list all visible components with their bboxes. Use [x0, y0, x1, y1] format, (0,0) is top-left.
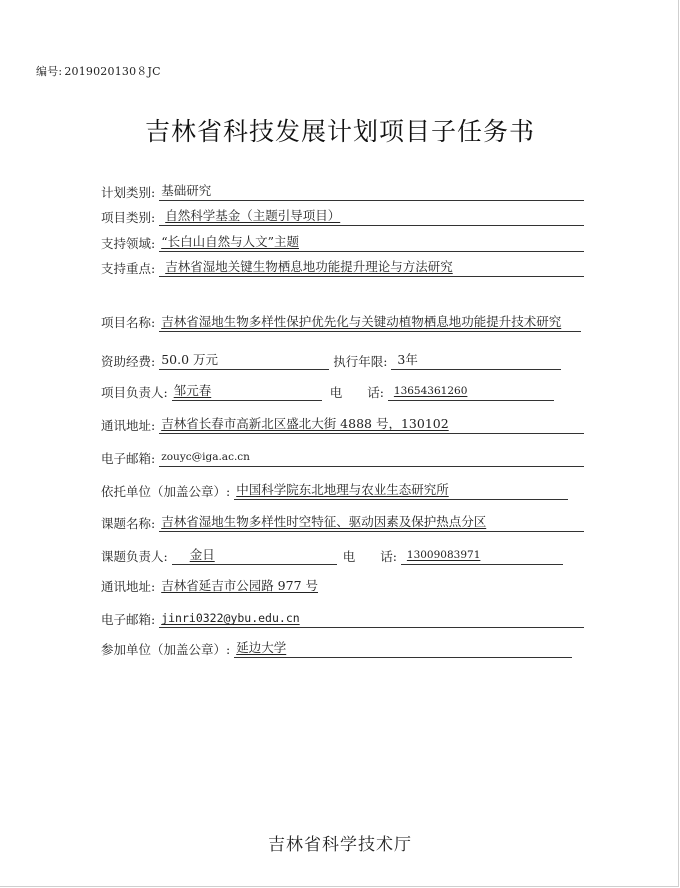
funding-label: 资助经费: — [101, 354, 156, 369]
project-address-value: 吉林省长春市高新北区盛北大街 4888 号，130102 — [159, 416, 584, 434]
project-email-row — [101, 449, 584, 467]
support-field-value: “长白山自然与人文”主题 — [159, 234, 584, 252]
plan-category-row — [101, 183, 584, 201]
project-name-row — [101, 314, 581, 332]
subject-address-label: 通讯地址: — [101, 579, 156, 594]
project-leader-label: 项目负责人: — [101, 385, 168, 400]
support-focus-value: 吉林省湿地关键生物栖息地功能提升理论与方法研究 — [159, 259, 584, 277]
subject-email-label: 电子邮箱: — [101, 612, 156, 627]
subject-leader-row — [101, 547, 563, 565]
plan-category-label: 计划类别: — [101, 185, 156, 200]
project-address-label: 通讯地址: — [101, 418, 156, 433]
subject-phone-label: 电 话: — [342, 549, 397, 564]
participating-unit-value: 延边大学 — [234, 640, 572, 658]
project-category-label: 项目类别: — [101, 210, 156, 225]
participating-unit-row — [101, 640, 572, 658]
period-value: 3年 — [391, 352, 561, 370]
subject-email-value: jinri0322@ybu.edu.cn — [159, 610, 584, 628]
project-address-row — [101, 416, 584, 434]
document-number-value: 2019020130８JC — [64, 65, 161, 78]
issuing-authority: 吉林省科学技术厅 — [268, 835, 412, 855]
support-focus-row — [101, 259, 584, 277]
subject-name-value: 吉林省湿地生物多样性时空特征、驱动因素及保护热点分区 — [159, 514, 584, 532]
project-category-row — [101, 208, 584, 226]
project-phone-value: 13654361260 — [388, 383, 554, 401]
subject-leader-label: 课题负责人: — [101, 549, 168, 564]
project-name-value: 吉林省湿地生物多样性保护优先化与关键动植物栖息地功能提升技术研究 — [159, 314, 581, 332]
period-label: 执行年限: — [333, 354, 388, 369]
support-field-row — [101, 234, 584, 252]
project-email-value: zouyc@iga.ac.cn — [159, 449, 584, 467]
host-unit-label: 依托单位（加盖公章）: — [101, 484, 231, 499]
funding-value: 50.0 万元 — [159, 352, 329, 370]
subject-address-row — [101, 578, 329, 595]
subject-phone-value: 13009083971 — [401, 547, 563, 565]
project-phone-label: 电 话: — [329, 385, 384, 400]
document-number-label: 编号: — [36, 65, 63, 78]
host-unit-row — [101, 482, 568, 500]
support-focus-label: 支持重点: — [101, 261, 156, 276]
project-email-label: 电子邮箱: — [101, 451, 156, 466]
plan-category-value: 基础研究 — [159, 183, 584, 201]
project-leader-value: 邹元春 — [172, 383, 322, 401]
participating-unit-label: 参加单位（加盖公章）: — [101, 642, 231, 657]
subject-name-label: 课题名称: — [101, 516, 156, 531]
page-title: 吉林省科技发展计划项目子任务书 — [144, 117, 535, 146]
project-category-value: 自然科学基金（主题引导项目） — [159, 208, 584, 226]
subject-name-row — [101, 514, 584, 532]
project-name-label: 项目名称: — [101, 315, 156, 330]
host-unit-value: 中国科学院东北地理与农业生态研究所 — [234, 482, 568, 500]
subject-email-row — [101, 610, 584, 628]
subject-leader-value: 金日 — [172, 547, 337, 565]
subject-address-value: 吉林省延吉市公园路 977 号 — [161, 578, 319, 593]
project-leader-row — [101, 383, 554, 401]
support-field-label: 支持领域: — [101, 236, 156, 251]
document-number — [36, 63, 161, 79]
funding-row — [101, 352, 561, 370]
